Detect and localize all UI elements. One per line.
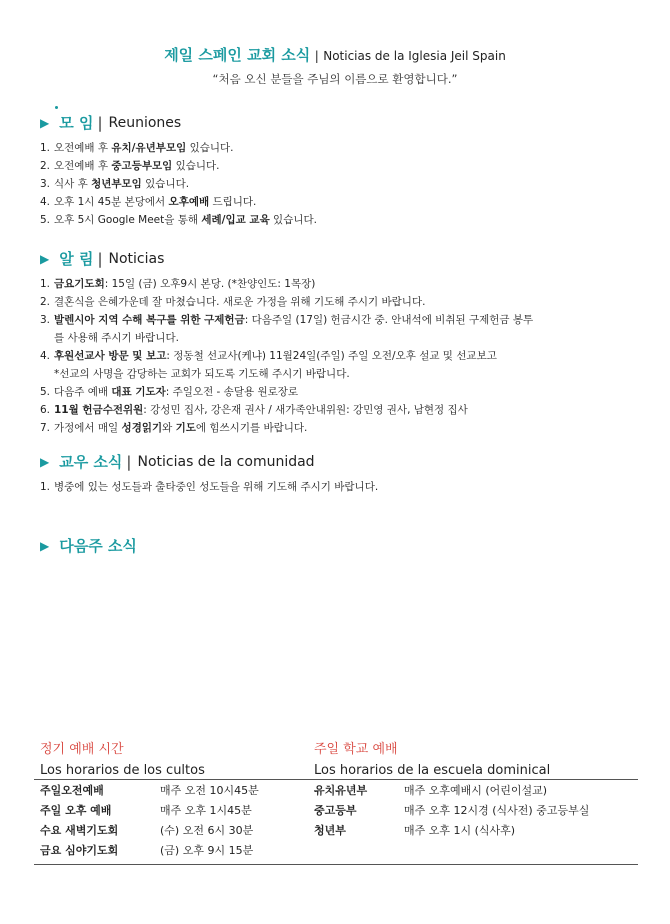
item-text: : 다음주일 (17일) 헌금시간 중. 안내석에 비취된 구제헌금 봉투 bbox=[244, 314, 534, 326]
item-text: 유치/유년부모임 bbox=[111, 142, 187, 154]
section-next-week bbox=[40, 535, 640, 562]
noticias-list bbox=[40, 275, 640, 437]
item-text: 를 사용해 주시기 바랍니다. bbox=[54, 332, 179, 344]
item-text: 오전예배 후 bbox=[54, 160, 112, 172]
item-number: 2. bbox=[40, 160, 51, 172]
title-spanish: Noticias de la Iglesia Jeil Spain bbox=[323, 49, 506, 63]
schedule-time: 매주 오후 1시45분 bbox=[160, 804, 252, 817]
list-item bbox=[40, 175, 640, 193]
list-item bbox=[40, 275, 640, 293]
schedule-label: 수요 새벽기도회 bbox=[40, 824, 119, 837]
item-text: 오후예배 bbox=[168, 196, 210, 208]
list-item bbox=[40, 329, 640, 347]
triangle-bullet-icon: ▶ bbox=[40, 454, 50, 469]
page-header bbox=[0, 44, 670, 87]
worship-schedule-heading bbox=[40, 738, 205, 778]
list-item bbox=[40, 401, 640, 419]
worship-title-korean: 정기 예배 시간 bbox=[40, 742, 124, 757]
item-number: 4. bbox=[40, 350, 51, 362]
list-item bbox=[40, 139, 640, 157]
schedule-time: (수) 오전 6시 30분 bbox=[160, 824, 254, 837]
schedule-label: 금요 심야기도회 bbox=[40, 844, 119, 857]
item-text: : 주일오전 - 송달용 원로장로 bbox=[165, 386, 299, 398]
schedule-row bbox=[40, 782, 259, 798]
section-reuniones bbox=[40, 112, 640, 229]
schedule-time: 매주 오후예배시 (어린이설교) bbox=[404, 784, 548, 797]
schedule-row bbox=[40, 802, 252, 818]
schedule-label: 유치유년부 bbox=[314, 784, 368, 797]
heading-korean: 교우 소식 bbox=[59, 453, 123, 471]
item-text: 세례/입교 교육 bbox=[201, 214, 270, 226]
school-title-spanish: Los horarios de la escuela dominical bbox=[314, 763, 551, 778]
list-item bbox=[40, 419, 640, 437]
schedule-time: 매주 오후 1시 (식사후) bbox=[404, 824, 516, 837]
schedule-time: (금) 오후 9시 15분 bbox=[160, 844, 254, 857]
heading-separator: | bbox=[97, 249, 103, 268]
heading-spanish: Noticias bbox=[108, 250, 165, 267]
section-noticias bbox=[40, 248, 640, 437]
divider-bottom bbox=[34, 864, 638, 865]
item-text: 병중에 있는 성도들과 출타중인 성도들을 위해 기도해 주시기 바랍니다. bbox=[54, 481, 379, 493]
section-heading bbox=[40, 535, 640, 556]
list-item bbox=[40, 193, 640, 211]
divider-top bbox=[34, 779, 638, 780]
item-text: 있습니다. bbox=[186, 142, 234, 154]
triangle-bullet-icon: ▶ bbox=[40, 251, 50, 266]
schedule-label: 청년부 bbox=[314, 824, 346, 837]
item-number: 1. bbox=[40, 481, 51, 493]
heading-korean: 다음주 소식 bbox=[59, 537, 137, 555]
item-text: 식사 후 bbox=[54, 178, 92, 190]
school-title-korean: 주일 학교 예배 bbox=[314, 742, 398, 757]
item-text: 오후 1시 45분 본당에서 bbox=[54, 196, 169, 208]
item-text: 다음주 예배 bbox=[54, 386, 112, 398]
item-number: 7. bbox=[40, 422, 51, 434]
list-item bbox=[40, 383, 640, 401]
item-text: 결혼식을 은혜가운데 잘 마쳤습니다. 새로운 가정을 위해 기도해 주시기 바랍니다. bbox=[54, 296, 426, 308]
item-number: 5. bbox=[40, 386, 51, 398]
item-text: 11월 헌금수전위원 bbox=[54, 404, 144, 416]
item-number: 5. bbox=[40, 214, 51, 226]
schedule-row bbox=[314, 802, 589, 818]
heading-separator: | bbox=[126, 452, 132, 471]
schedule-label: 중고등부 bbox=[314, 804, 357, 817]
item-text: 가정에서 매일 bbox=[54, 422, 122, 434]
section-heading bbox=[40, 248, 640, 269]
section-heading bbox=[40, 112, 640, 133]
item-number: 2. bbox=[40, 296, 51, 308]
list-item bbox=[40, 211, 640, 229]
list-item bbox=[40, 365, 640, 383]
item-text: 발렌시아 지역 수해 복구를 위한 구제헌금 bbox=[54, 314, 245, 326]
item-text: : 15일 (금) 오후9시 본당. (*찬양인도: 1목장) bbox=[104, 278, 316, 290]
item-text: : 강성민 집사, 강은재 권사 / 새가족안내위원: 강민영 권사, 남현정 집사 bbox=[143, 404, 468, 416]
item-text: 중고등부모임 bbox=[111, 160, 173, 172]
reuniones-list bbox=[40, 139, 640, 229]
item-number: 3. bbox=[40, 178, 51, 190]
item-text: 청년부모임 bbox=[91, 178, 142, 190]
schedule-label: 주일오전예배 bbox=[40, 784, 104, 797]
welcome-quote: “처음 오신 분들을 주님의 이름으로 환영합니다.” bbox=[212, 72, 458, 86]
schedule-row bbox=[314, 782, 547, 798]
page-title bbox=[0, 44, 670, 65]
triangle-bullet-icon: ▶ bbox=[40, 538, 50, 553]
list-item bbox=[40, 311, 640, 329]
list-item bbox=[40, 478, 640, 496]
section-heading bbox=[40, 451, 640, 472]
item-text: 대표 기도자 bbox=[111, 386, 166, 398]
decorative-dot bbox=[55, 106, 58, 109]
heading-separator: | bbox=[97, 113, 103, 132]
school-schedule-heading bbox=[314, 738, 550, 778]
list-item bbox=[40, 347, 640, 365]
schedule-time: 매주 오전 10시45분 bbox=[160, 784, 259, 797]
item-number: 6. bbox=[40, 404, 51, 416]
title-korean: 제일 스페인 교회 소식 bbox=[164, 46, 311, 64]
triangle-bullet-icon: ▶ bbox=[40, 115, 50, 130]
item-text: 있습니다. bbox=[172, 160, 220, 172]
item-text: *선교의 사명을 감당하는 교회가 되도록 기도해 주시기 바랍니다. bbox=[54, 368, 350, 380]
item-text: 드립니다. bbox=[209, 196, 257, 208]
item-text: 금요기도회 bbox=[54, 278, 105, 290]
item-number: 4. bbox=[40, 196, 51, 208]
heading-korean: 알 림 bbox=[59, 250, 94, 268]
item-number: 1. bbox=[40, 142, 51, 154]
item-text: 와 bbox=[162, 422, 176, 434]
item-text: 기도 bbox=[175, 422, 196, 434]
heading-spanish: Noticias de la comunidad bbox=[137, 453, 315, 470]
item-number: 3. bbox=[40, 314, 51, 326]
item-text: 후원선교사 방문 및 보고 bbox=[54, 350, 167, 362]
item-text: 오전예배 후 bbox=[54, 142, 112, 154]
item-text: 성경읽기 bbox=[121, 422, 163, 434]
list-item bbox=[40, 293, 640, 311]
schedule-row bbox=[314, 822, 515, 838]
heading-spanish: Reuniones bbox=[108, 114, 182, 131]
list-item bbox=[40, 157, 640, 175]
heading-korean: 모 임 bbox=[59, 114, 94, 132]
item-text: 에 힘쓰시기를 바랍니다. bbox=[195, 422, 308, 434]
item-text: 있습니다. bbox=[269, 214, 317, 226]
title-separator: | bbox=[314, 49, 319, 63]
schedule-label: 주일 오후 예배 bbox=[40, 804, 112, 817]
section-comunidad bbox=[40, 451, 640, 496]
comunidad-list bbox=[40, 478, 640, 496]
schedule-row bbox=[40, 842, 253, 858]
item-text: 있습니다. bbox=[141, 178, 190, 190]
worship-title-spanish: Los horarios de los cultos bbox=[40, 763, 205, 778]
item-text: : 정동철 선교사(케냐) 11월24일(주일) 주일 오전/오후 설교 및 선교보고 bbox=[166, 350, 497, 362]
item-text: 오후 5시 Google Meet을 통해 bbox=[54, 214, 202, 226]
schedule-row bbox=[40, 822, 253, 838]
schedule-time: 매주 오후 12시경 (식사전) 중고등부실 bbox=[404, 804, 590, 817]
item-number: 1. bbox=[40, 278, 51, 290]
